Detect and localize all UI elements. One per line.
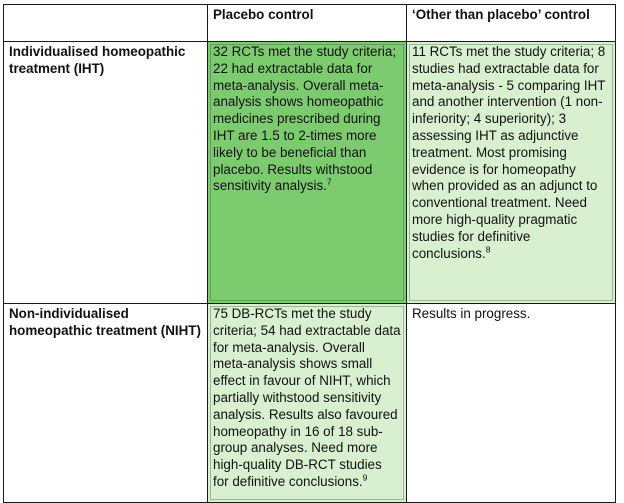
- header-placebo: Placebo control: [213, 7, 314, 22]
- iht-other-ref: 8: [485, 244, 491, 255]
- niht-placebo-cell: [208, 304, 407, 503]
- table-row: [4, 42, 616, 304]
- niht-other-text: Results in progress.: [412, 306, 531, 321]
- row-label-niht: Non-individualised homeopathic treatment (NIHT): [9, 306, 201, 338]
- niht-other-cell: [407, 304, 616, 503]
- table-header-row: [4, 5, 616, 42]
- iht-placebo-cell: [208, 42, 407, 304]
- table-row: [4, 304, 616, 503]
- iht-other-cell: [407, 42, 616, 304]
- header-blank-cell: [4, 5, 208, 42]
- row-label-cell: [4, 42, 208, 304]
- header-other: ‘Other than placebo’ control: [412, 7, 590, 22]
- row-label-cell: [4, 304, 208, 503]
- iht-placebo-text: 32 RCTs met the study criteria; 22 had extractable data for meta-analysis. Overall meta-analysis shows homeopathic medicines prescribed during IHT are 1.5 to 2-times more likely to be beneficial than placebo. Results withstood sensitivity analysis.: [213, 44, 397, 194]
- iht-placebo-ref: 7: [326, 176, 332, 187]
- iht-other-text: 11 RCTs met the study criteria; 8 studies had extractable data for meta-analysis - 5 comparing IHT and another intervention (1 non-inferiority; 4 superiority); 3 assessing IHT as adjunctive treatment. Most promising evidence is for homeopathy when provided as an adjunct to conventional treatment. Need more high-quality pragmatic studies for definitive conclusions.: [412, 44, 606, 261]
- niht-placebo-text: 75 DB-RCTs met the study criteria; 54 had extractable data for meta-analysis. Overall meta-analysis shows small effect in favour of NIHT, which partially withstood sensitivity analysis. Results also favoured homeopathy in 16 of 18 sub-group analyses. Need more high-quality DB-RCT studies for definitive conclusions.: [213, 306, 401, 489]
- header-other-cell: [407, 5, 616, 42]
- evidence-table: [3, 4, 616, 503]
- niht-placebo-ref: 9: [362, 472, 368, 483]
- row-label-iht: Individualised homeopathic treatment (IHT): [9, 44, 186, 76]
- header-placebo-cell: [208, 5, 407, 42]
